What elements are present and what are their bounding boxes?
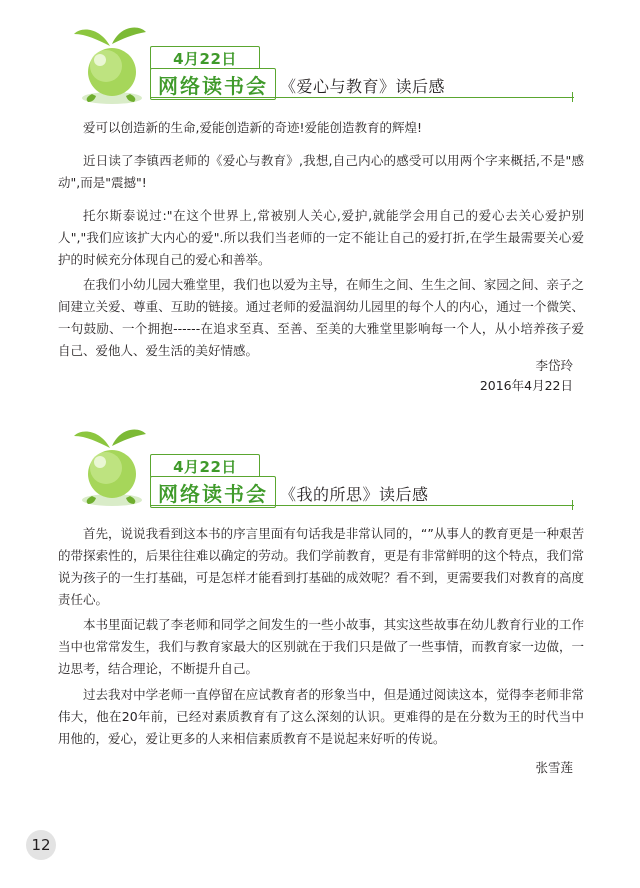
header-rule-end	[572, 500, 573, 510]
paragraph: 近日读了李镇西老师的《爱心与教育》,我想,自己内心的感受可以用两个字来概括,不是"感动",而是"震撼"!	[58, 153, 584, 190]
page-number: 12	[26, 830, 56, 860]
author-date: 2016年4月22日	[479, 378, 573, 393]
apple-mascot-icon	[70, 22, 150, 106]
paragraph: 爱可以创造新的生命,爱能创造新的奇迹!爱能创造教育的辉煌!	[83, 120, 422, 135]
paragraph: 托尔斯泰说过:"在这个世界上,常被别人关心,爱护,就能学会用自己的爱心去关心爱护别人","我们应该扩大内心的爱".所以我们当老师的一定不能让自己的爱打折,在学生最需要关心爱护的时候充分体现自己的爱心和善举。	[58, 208, 584, 267]
club-label: 网络读书会	[158, 73, 268, 98]
paragraph: 过去我对中学老师一直停留在应试教育者的形象当中，但是通过阅读这本，觉得李老师非常伟大，他在20年前，已经对素质教育有了这么深刻的认识。更难得的是在分数为王的时代当中用他的，爱心，爱让更多的人来相信素质教育不是说起来好听的传说。	[58, 687, 584, 746]
paragraph: 本书里面记载了李老师和同学之间发生的一些小故事，其实这些故事在幼儿教育行业的工作当中也常常发生，我们与教育家最大的区别就在于我们只是做了一些事情，而教育家一边做，一边思考，结合理论，不断提升自己。	[58, 617, 584, 676]
apple-mascot-icon	[70, 424, 150, 508]
header-rule	[150, 97, 574, 98]
date-label: 4月22日	[173, 457, 237, 476]
paragraph: 在我们小幼儿园大雅堂里，我们也以爱为主导，在师生之间、生生之间、家园之间、亲子之间建立关爱、尊重、互助的链接。通过老师的爱温润幼儿园里的每个人的内心，通过一个微笑、一句鼓励、一个拥抱------在追求至真、至善、至美的大雅堂里影响每一个人，从小培养孩子爱自己、爱他人、爱生活的美好情感。	[58, 277, 584, 358]
author-name: 张雪莲	[535, 760, 573, 775]
header-rule-end	[572, 92, 573, 102]
article-title: 《爱心与教育》读后感	[280, 77, 446, 96]
date-label: 4月22日	[173, 49, 237, 68]
club-label: 网络读书会	[158, 481, 268, 506]
club-badge	[150, 68, 276, 100]
article-title: 《我的所思》读后感	[280, 485, 429, 504]
paragraph: 首先，说说我看到这本书的序言里面有句话我是非常认同的，“”从事人的教育更是一种艰苦的带探索性的，后果往往难以确定的劳动。我们学前教育，更是有非常鲜明的这个特点，我们常说为孩子的一生打基础，可是怎样才能看到打基础的成效呢？看不到，更需要我们对教育的高度责任心。	[58, 526, 584, 607]
header-rule	[150, 505, 574, 506]
date-badge	[150, 454, 260, 478]
author-name: 李岱玲	[535, 358, 573, 373]
club-badge	[150, 476, 276, 508]
date-badge	[150, 46, 260, 70]
